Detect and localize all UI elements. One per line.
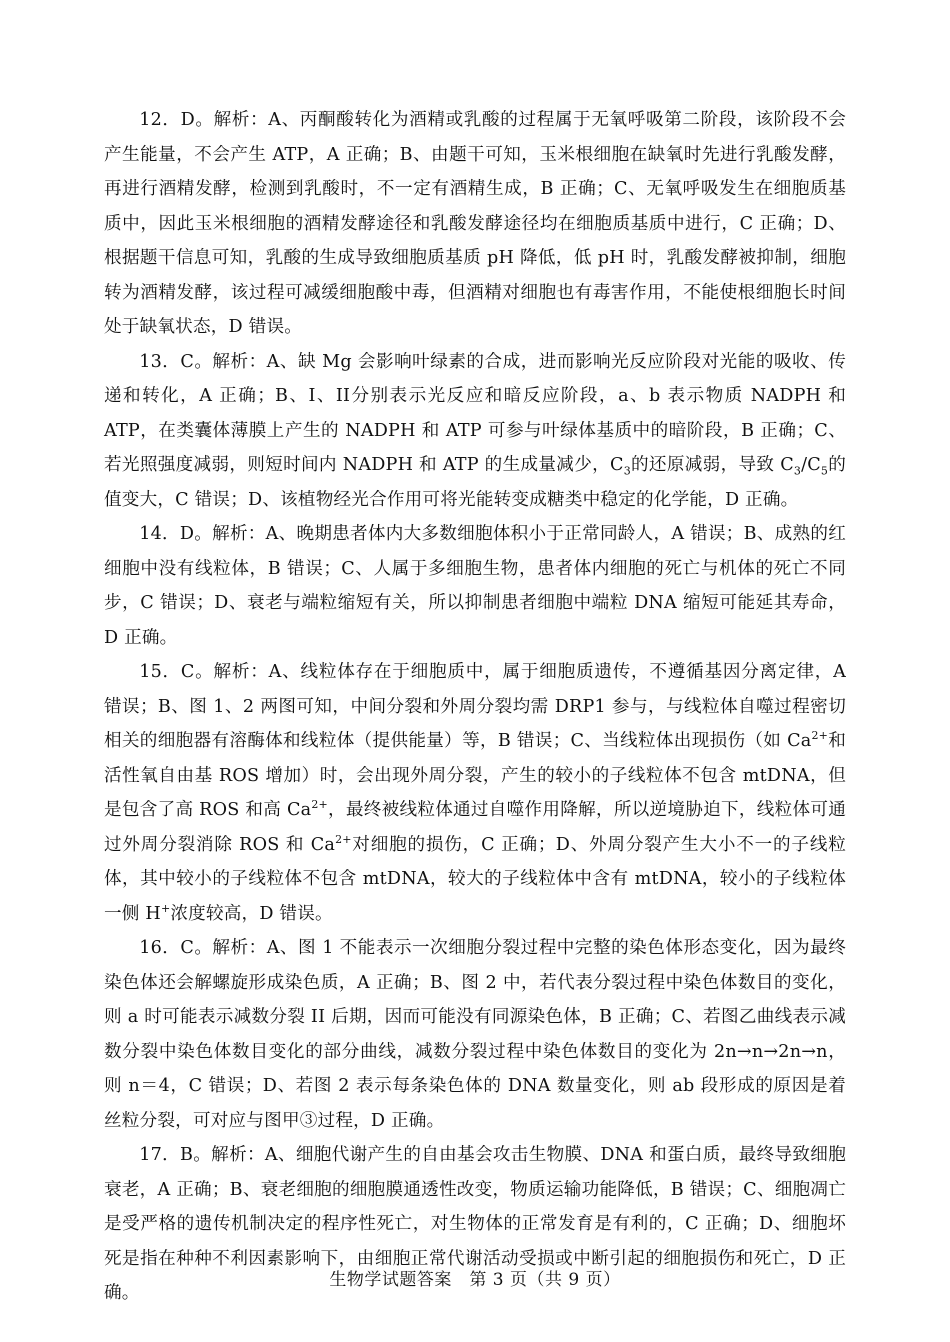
answer-15-part-d: 对细胞的损伤，C 正确；D、外周分裂产生大小不一的子线粒体，其中较小的子线粒体不包含 mtDNA，较大的子线粒体中含有 mtDNA，较小的子线粒体一侧 H <box>104 834 847 924</box>
answer-content <box>104 103 846 1311</box>
answer-13 <box>104 345 846 518</box>
answer-17: 17．B。解析：A、细胞代谢产生的自由基会攻击生物膜、DNA 和蛋白质，最终导致细胞衰老，A 正确；B、衰老细胞的细胞膜通透性改变，物质运输功能降低，B 错误；C、细胞凋亡是受严格的遗传机制决定的程序性死亡，对生物体的正常发育是有利的，C 正确；D、细胞坏死是指在种种不利因素影响下，由细胞正常代谢活动受损或中断引起的细胞损伤和死亡，D 正确。 <box>104 1145 846 1303</box>
subscript-3: 3 <box>793 464 802 478</box>
answer-15-part-c: ，最终被线粒体通过自噬作用降解，所以逆境胁迫下，线粒体可通过外周分裂消除 ROS 和 Ca <box>104 800 846 855</box>
answer-14: 14．D。解析：A、晚期患者体内大多数细胞体积小于正常同龄人，A 错误；B、成熟的红细胞中没有线粒体，B 错误；C、人属于多细胞生物，患者体内细胞的死亡与机体的死亡不同步，C 错误；D、衰老与端粒缩短有关，所以抑制患者细胞中端粒 DNA 缩短可能延其寿命，D 正确。 <box>104 524 846 648</box>
answer-13-part-b: 的还原减弱，导致 C <box>630 455 794 475</box>
answer-12: 12．D。解析：A、丙酮酸转化为酒精或乳酸的过程属于无氧呼吸第二阶段，该阶段不会产生能量，不会产生 ATP，A 正确；B、由题干可知，玉米根细胞在缺氧时先进行乳酸发酵，再进行酒精发酵，检测到乳酸时，不一定有酒精生成，B 正确；C、无氧呼吸发生在细胞质基质中，因此玉米根细胞的酒精发酵途径和乳酸发酵途径均在细胞质基质中进行，C 正确；D、根据题干信息可知，乳酸的生成导致细胞质基质 pH 降低，低 pH 时，乳酸发酵被抑制，细胞转为酒精发酵，该过程可减缓细胞酸中毒，但酒精对细胞也有毒害作用，不能使根细胞长时间处于缺氧状态，D 错误。 <box>104 110 846 337</box>
answer-15-part-a: 15．C。解析：A、线粒体存在于细胞质中，属于细胞质遗传，不遵循基因分离定律，A 错误；B、图 1、2 两图可知，中间分裂和外周分裂均需 DRP1 参与，与线粒体自噬过程密切相关的细胞器有溶酶体和线粒体（提供能量）等，B 错误；C、当线粒体出现损伤（如 Ca <box>104 662 846 751</box>
answer-13-part-c: /C <box>801 455 821 475</box>
answer-15-part-e: 浓度较高，D 错误。 <box>170 903 333 924</box>
superscript-ca: 2+ <box>811 729 829 743</box>
superscript-h: + <box>160 901 171 915</box>
superscript-ca: 2+ <box>311 798 328 812</box>
subscript-3: 3 <box>623 464 631 478</box>
answer-15-part-b: 和活性氧自由基 ROS 增加）时，会出现外周分裂，产生的较小的子线粒体不包含 mtDNA，但是包含了高 ROS 和高 Ca <box>104 731 846 820</box>
subscript-5: 5 <box>820 464 829 478</box>
answer-13-part-d: 的值变大，C 错误；D、该植物经光合作用可将光能转变成糖类中稳定的化学能，D 正确。 <box>104 455 846 510</box>
answer-13-part-a: 13．C。解析：A、缺 Mg 会影响叶绿素的合成，进而影响光反应阶段对光能的吸收、传递和转化，A 正确；B、I、II分别表示光反应和暗反应阶段，a、b 表示物质 NADPH 和 ATP，在类囊体薄膜上产生的 NADPH 和 ATP 可参与叶绿体基质中的暗阶段，B 正确；C、若光照强度减弱，则短时间内 NADPH 和 ATP 的生成量减少，C <box>104 351 846 475</box>
answer-16: 16．C。解析：A、图 1 不能表示一次细胞分裂过程中完整的染色体形态变化，因为最终染色体还会解螺旋形成染色质，A 正确；B、图 2 中，若代表分裂过程中染色体数目的变化，则 a 时可能表示减数分裂 II 后期，因而可能没有同源染色体，B 正确；C、若图乙曲线表示减数分裂中染色体数目变化的部分曲线，减数分裂过程中染色体数目的变化为 2n→n→2n→n，则 n＝4，C 错误；D、若图 2 表示每条染色体的 DNA 数量变化，则 ab 段形成的原因是着丝粒分裂，可对应与图甲③过程，D 正确。 <box>104 938 846 1131</box>
page-footer: 生物学试题答案 第 3 页（共 9 页） <box>329 1270 621 1290</box>
answer-15 <box>104 655 846 931</box>
superscript-ca: 2+ <box>335 832 352 846</box>
